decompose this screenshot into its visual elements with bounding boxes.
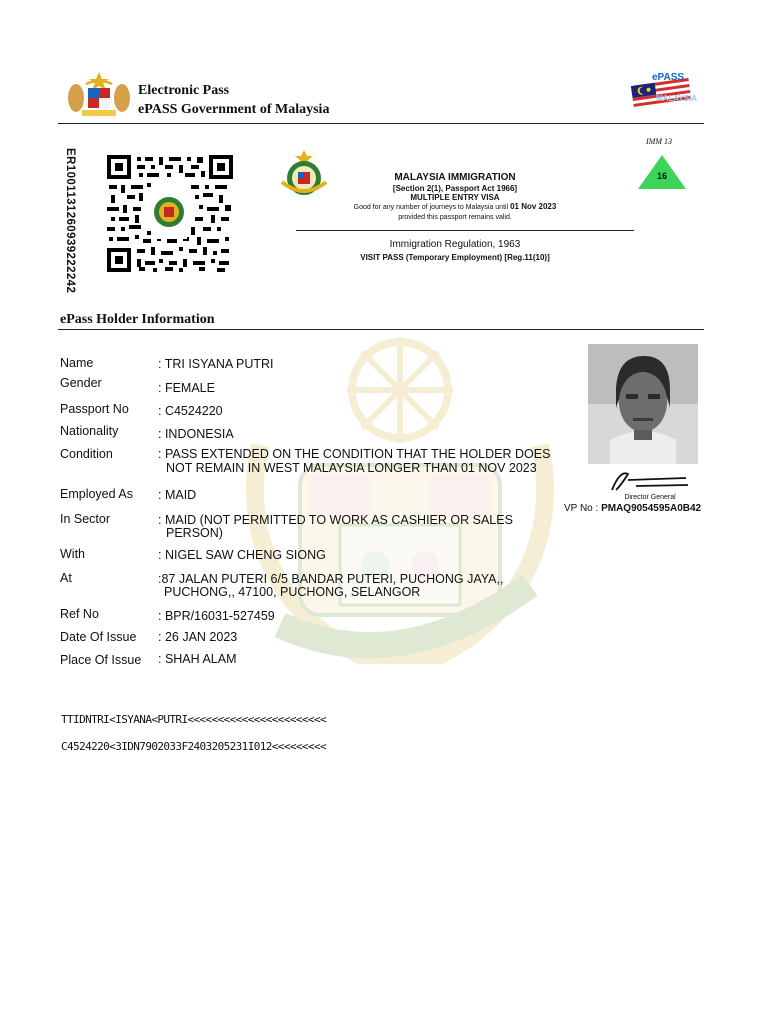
immigration-watermark bbox=[240, 335, 560, 675]
gender-value: : FEMALE bbox=[158, 381, 215, 395]
nationality-label: Nationality bbox=[60, 424, 119, 438]
name-label: Name bbox=[60, 356, 94, 370]
at-label: At bbox=[60, 571, 72, 585]
place-of-issue-value: : SHAH ALAM bbox=[158, 652, 237, 666]
place-of-issue-label: Place Of Issue bbox=[60, 653, 142, 667]
at-value-line1: :87 JALAN PUTERI 6/5 BANDAR PUTERI, PUCHONG JAYA,, bbox=[158, 572, 504, 586]
immigration-section: [Section 2(1), Passport Act 1966] bbox=[392, 184, 518, 193]
validity-date: 01 Nov 2023 bbox=[510, 202, 557, 211]
condition-value-line1: : PASS EXTENDED ON THE CONDITION THAT THE HOLDER DOES bbox=[158, 447, 551, 461]
gender-label: Gender bbox=[60, 376, 102, 390]
vp-label: VP No : bbox=[564, 503, 599, 514]
with-label: With bbox=[60, 547, 85, 561]
epass-flag-logo bbox=[628, 72, 698, 110]
validity-line bbox=[300, 202, 610, 211]
ref-value: : BPR/16031-527459 bbox=[158, 609, 275, 623]
ref-label: Ref No bbox=[60, 607, 99, 621]
at-value-line2: PUCHONG,, 47100, PUCHONG, SELANGOR bbox=[164, 585, 421, 599]
section-divider bbox=[58, 329, 704, 330]
nationality-value: : INDONESIA bbox=[158, 427, 234, 441]
vp-value: PMAQ9054595A0B42 bbox=[601, 503, 702, 514]
name-value: : TRI ISYANA PUTRI bbox=[158, 357, 274, 371]
malaysia-coat-of-arms-icon bbox=[64, 70, 134, 120]
condition-label: Condition bbox=[60, 447, 113, 461]
date-of-issue-value: : 26 JAN 2023 bbox=[158, 630, 238, 644]
validity-suffix: provided this passport remains valid. bbox=[398, 214, 512, 221]
form-code: IMM 13 bbox=[646, 137, 672, 146]
vp-number bbox=[564, 503, 701, 514]
employed-value: : MAID bbox=[158, 488, 197, 502]
mrz-line1: TTIDNTRI<ISYANA<PUTRI<<<<<<<<<<<<<<<<<<<<<<< bbox=[61, 713, 326, 726]
regulation-text: Immigration Regulation, 1963 bbox=[389, 239, 521, 250]
validity-prefix: Good for any number of journeys to Malaysia until bbox=[353, 204, 509, 211]
triangle-number: 16 bbox=[656, 171, 667, 181]
serial-number: ER1001131260939222242 bbox=[64, 148, 76, 294]
immigration-title: MALAYSIA IMMIGRATION bbox=[394, 172, 516, 183]
passport-label: Passport No bbox=[60, 402, 129, 416]
condition-value-line2: NOT REMAIN IN WEST MALAYSIA LONGER THAN 01 NOV 2023 bbox=[166, 461, 537, 475]
director-general-title: Director General bbox=[624, 494, 676, 501]
qr-code bbox=[107, 155, 233, 272]
sector-value-line2: PERSON) bbox=[166, 526, 223, 540]
employed-label: Employed As bbox=[60, 487, 133, 501]
malaysia-logo-text: MALAYSIA bbox=[656, 94, 698, 103]
section-title: ePass Holder Information bbox=[60, 312, 215, 327]
epass-logo-text: ePASS bbox=[652, 72, 685, 83]
date-of-issue-label: Date Of Issue bbox=[60, 630, 137, 644]
header-title-line1: Electronic Pass bbox=[138, 83, 230, 98]
sector-label: In Sector bbox=[60, 512, 111, 526]
sector-value-line1: : MAID (NOT PERMITTED TO WORK AS CASHIER OR SALES bbox=[158, 513, 513, 527]
serial-number-container bbox=[66, 148, 86, 292]
visa-type: MULTIPLE ENTRY VISA bbox=[410, 193, 500, 202]
holder-photo bbox=[588, 344, 698, 464]
director-signature bbox=[606, 464, 690, 494]
immigration-divider bbox=[296, 230, 634, 231]
visit-pass-text: VISIT PASS (Temporary Employment) [Reg.11(10)] bbox=[360, 253, 550, 262]
passport-value: : C4524220 bbox=[158, 404, 223, 418]
mrz-line2: C4524220<3IDN7902033F2403205231I012<<<<<<<<< bbox=[61, 740, 326, 753]
header-title-line2: ePASS Government of Malaysia bbox=[138, 102, 330, 117]
header-divider bbox=[58, 123, 704, 124]
with-value: : NIGEL SAW CHENG SIONG bbox=[158, 548, 326, 562]
